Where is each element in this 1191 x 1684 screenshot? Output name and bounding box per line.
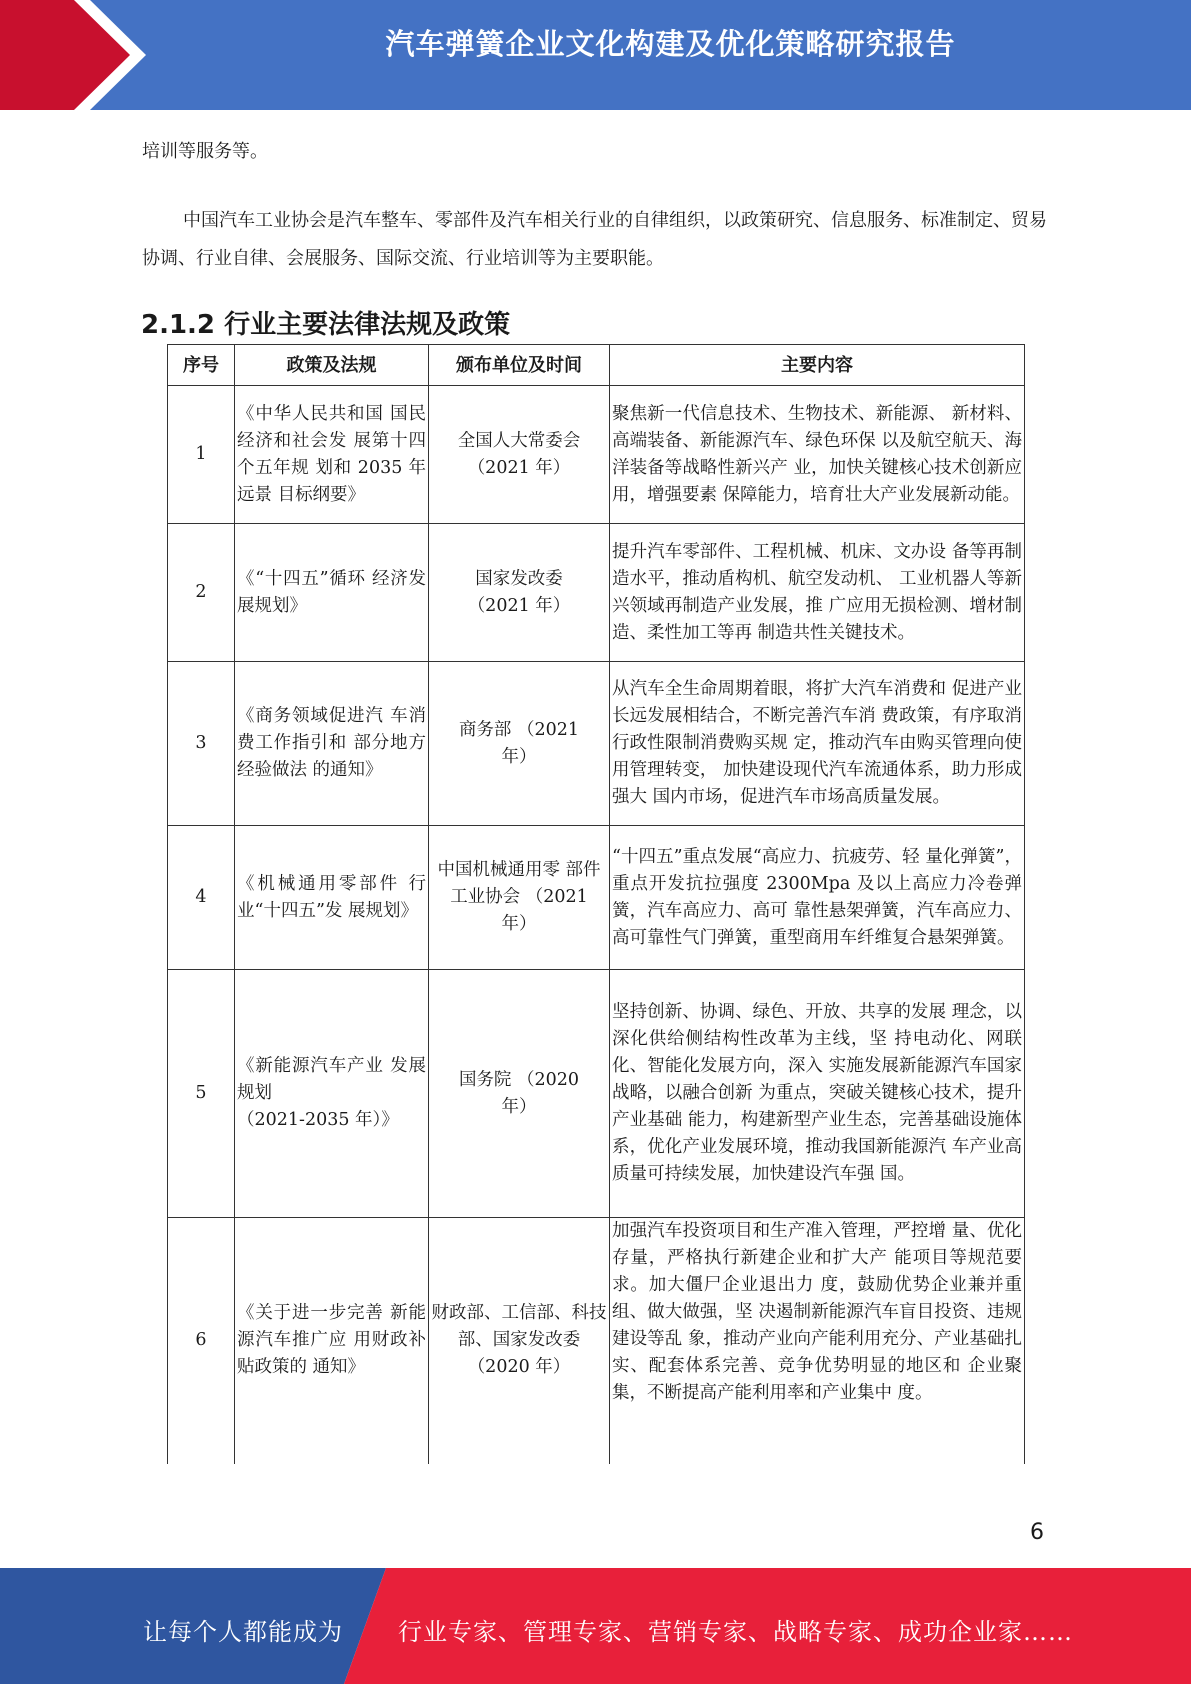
column-header-issuer: 颁布单位及时间 bbox=[429, 345, 610, 386]
column-header-content: 主要内容 bbox=[610, 345, 1025, 386]
policy-name: 《关于进一步完善 新能源汽车推广应 用财政补贴政策的 通知》 bbox=[235, 1218, 429, 1464]
row-number: 2 bbox=[168, 524, 235, 662]
policy-name: 《“十四五”循环 经济发展规划》 bbox=[235, 524, 429, 662]
issuer: 财政部、工信部、科技部、国家发改委 （2020 年） bbox=[429, 1218, 610, 1464]
report-title: 汽车弹簧企业文化构建及优化策略研究报告 bbox=[385, 27, 956, 61]
column-header-policy: 政策及法规 bbox=[235, 345, 429, 386]
paragraph-continuation: 培训等服务等。 bbox=[142, 141, 268, 162]
table-row bbox=[168, 1218, 1025, 1464]
policy-table bbox=[167, 344, 1025, 1464]
table-row bbox=[168, 970, 1025, 1218]
table-header-row bbox=[168, 345, 1025, 386]
row-number: 6 bbox=[168, 1218, 235, 1464]
policy-content: 从汽车全生命周期着眼，将扩大汽车消费和 促进产业长远发展相结合，不断完善汽车消 费政策，有序取消行政性限制消费购买规 定，推动汽车由购买管理向使用管理转变， 加快建设现代汽车流通体系，助力形成强大 国内市场，促进汽车市场高质量发展。 bbox=[610, 662, 1025, 826]
policy-content: 加强汽车投资项目和生产准入管理，严控增 量、优化存量，严格执行新建企业和扩大产 能项目等规范要求。加大僵尸企业退出力 度，鼓励优势企业兼并重组、做大做强，坚 决遏制新能源汽车盲目投资、违规建设等乱 象，推动产业向产能利用充分、产业基础扎 实、配套体系完善、竞争优势明显的地区和 企业聚集，不断提高产能利用率和产业集中 度。 bbox=[610, 1218, 1025, 1464]
page-footer bbox=[0, 1568, 1191, 1684]
issuer: 国务院 （2020 年） bbox=[429, 970, 610, 1218]
page-header bbox=[0, 0, 1191, 110]
table-row bbox=[168, 524, 1025, 662]
issuer: 中国机械通用零 部件工业协会 （2021 年） bbox=[429, 826, 610, 970]
policy-content: 提升汽车零部件、工程机械、机床、文办设 备等再制造水平，推动盾构机、航空发动机、 工业机器人等新兴领域再制造产业发展，推 广应用无损检测、增材制造、柔性加工等再 制造共性关键技术。 bbox=[610, 524, 1025, 662]
row-number: 5 bbox=[168, 970, 235, 1218]
footer-slogan-right: 行业专家、管理专家、营销专家、战略专家、成功企业家…… bbox=[398, 1618, 1073, 1646]
table-row bbox=[168, 826, 1025, 970]
policy-content: 坚持创新、协调、绿色、开放、共享的发展 理念，以深化供给侧结构性改革为主线，坚 持电动化、网联化、智能化发展方向，深入 实施发展新能源汽车国家战略，以融合创新 为重点，突破关键核心技术，提升产业基础 能力，构建新型产业生态，完善基础设施体 系，优化产业发展环境，推动我国新能源汽 车产业高质量可持续发展，加快建设汽车强 国。 bbox=[610, 970, 1025, 1218]
policy-name: 《新能源汽车产业 发展规划 （2021-2035 年）》 bbox=[235, 970, 429, 1218]
row-number: 4 bbox=[168, 826, 235, 970]
table-row bbox=[168, 662, 1025, 826]
paragraph-association: 中国汽车工业协会是汽车整车、零部件及汽车相关行业的自律组织，以政策研究、信息服务、标准制定、贸易协调、行业自律、会展服务、国际交流、行业培训等为主要职能。 bbox=[142, 210, 1047, 269]
page-number: 6 bbox=[1030, 1520, 1044, 1545]
header-arrow-icon bbox=[0, 0, 160, 110]
policy-name: 《商务领域促进汽 车消费工作指引和 部分地方经验做法 的通知》 bbox=[235, 662, 429, 826]
footer-slogan-left: 让每个人都能成为 bbox=[143, 1618, 343, 1646]
section-heading: 2.1.2 行业主要法律法规及政策 bbox=[141, 310, 511, 340]
policy-content: “十四五”重点发展“高应力、抗疲劳、轻 量化弹簧”，重点开发抗拉强度 2300Mpa 及以上高应力冷卷弹簧，汽车高应力、高可 靠性悬架弹簧，汽车高应力、高可靠性气门弹簧，重型商用车纤维复合悬架弹簧。 bbox=[610, 826, 1025, 970]
row-number: 1 bbox=[168, 386, 235, 524]
policy-name: 《机械通用零部件 行业“十四五”发 展规划》 bbox=[235, 826, 429, 970]
policy-content: 聚焦新一代信息技术、生物技术、新能源、 新材料、高端装备、新能源汽车、绿色环保 以及航空航天、海洋装备等战略性新兴产 业，加快关键核心技术创新应用，增强要素 保障能力，培育壮大产业发展新动能。 bbox=[610, 386, 1025, 524]
table-row bbox=[168, 386, 1025, 524]
policy-name: 《中华人民共和国 国民经济和社会发 展第十四个五年规 划和 2035 年远景 目标纲要》 bbox=[235, 386, 429, 524]
issuer: 商务部 （2021 年） bbox=[429, 662, 610, 826]
column-header-no: 序号 bbox=[168, 345, 235, 386]
row-number: 3 bbox=[168, 662, 235, 826]
issuer: 全国人大常委会 （2021 年） bbox=[429, 386, 610, 524]
issuer: 国家发改委 （2021 年） bbox=[429, 524, 610, 662]
